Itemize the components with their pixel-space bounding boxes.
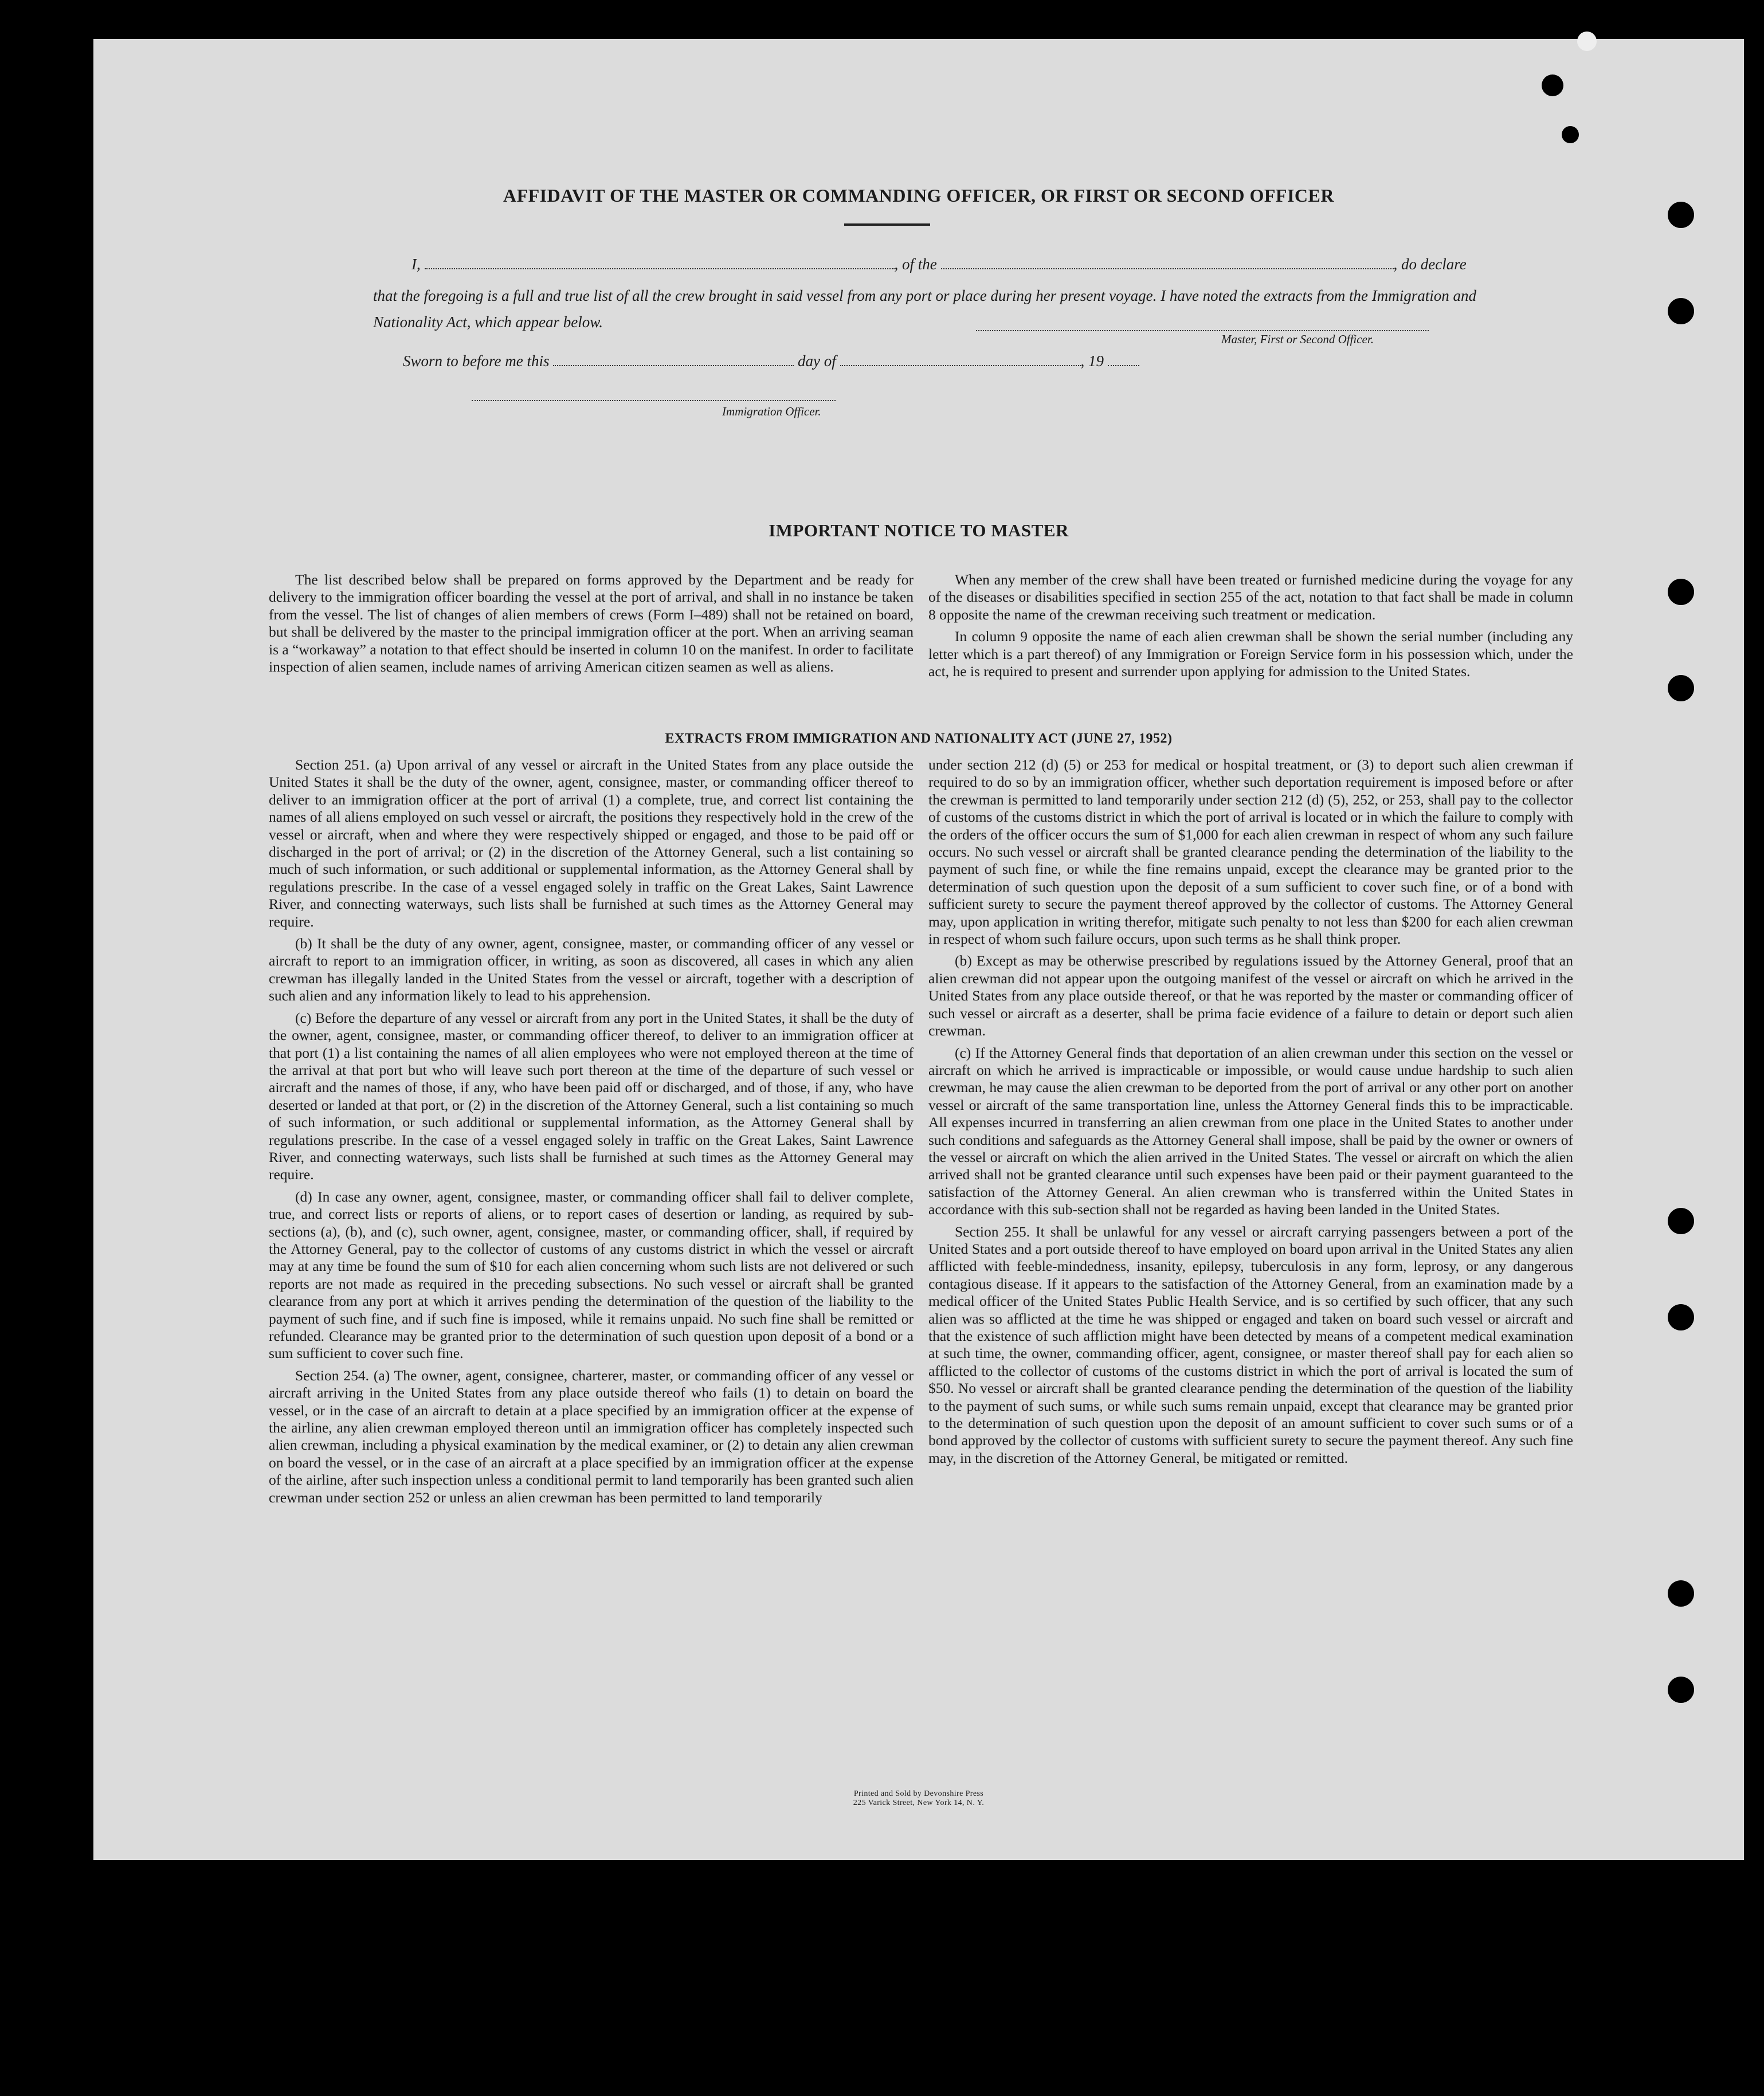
punch-hole bbox=[1668, 202, 1694, 228]
punch-hole bbox=[1668, 1304, 1694, 1330]
printer-imprint bbox=[93, 1789, 1744, 1808]
speck bbox=[1577, 32, 1597, 51]
section-251-b: (b) It shall be the duty of any owner, agent, consignee, master, or commanding officer of any vessel or aircraft to report to an immigration officer, in writing, as soon as discovered, all cases in which any alien crewman has illegally landed in the United States from the vessel or aircraft, together with a description of such alien and any information likely to lead to his apprehension. bbox=[269, 935, 914, 1004]
sworn-label: Sworn to before me this bbox=[403, 352, 550, 370]
printer-line-1: Printed and Sold by Devonshire Press bbox=[853, 1789, 984, 1798]
month-blank[interactable] bbox=[840, 354, 1081, 366]
section-251-a: Section 251. (a) Upon arrival of any vessel or aircraft in the United States from any place outside the United States it shall be the duty of the owner, agent, consignee, master, or commanding officer thereof to deliver to an immigration officer at the port of arrival (1) a complete, true, and correct list containing the names of all aliens employed on such vessel or aircraft, the positions they respectively hold in the crew of the vessel or aircraft, when and where they were respectively shipped or engaged, and those to be paid off or discharged in the port of arrival; or (2) in the discretion of the Attorney General, such a list containing so much of such information, or such additional or supplemental information, as the Attorney General shall by regulations prescribe. In the case of a vessel engaged solely in traffic on the Great Lakes, Saint Lawrence River, and connecting waterways, such lists shall be furnished at such times as the Attorney General may require. bbox=[269, 756, 914, 930]
year-label: , 19 bbox=[1080, 352, 1104, 370]
notice-title: IMPORTANT NOTICE TO MASTER bbox=[769, 520, 1069, 540]
i-label: I, bbox=[411, 256, 421, 273]
sworn-date-blank[interactable] bbox=[553, 354, 794, 366]
extracts-title: EXTRACTS FROM IMMIGRATION AND NATIONALITY ACT (JUNE 27, 1952) bbox=[665, 731, 1173, 746]
notice-right-paragraph-1: When any member of the crew shall have been treated or furnished medicine during the voyage for any of the diseases or disabilities specified in section 255 of the act, notation to that fact shall be made in column 8 opposite the name of the crewman receiving such treatment or medication. bbox=[928, 571, 1573, 623]
section-255: Section 255. It shall be unlawful for any vessel or aircraft carrying passengers between a port of the United States and a port outside thereof to have employed on board upon arrival in the United States any alien afflicted with feeble-mindedness, insanity, epilepsy, tuberculosis in any form, leprosy, or any dangerous contagious disease. If it appears to the satisfaction of the Attorney General, from an examination made by a medical officer of the United States Public Health Service, and is so certified by such officer, that any such alien was so afflicted at the time he was shipped or engaged and taken on board such vessel or aircraft and that the existence of such affliction might have been detected by means of a competent medical examination at such time, the owner, commanding officer, agent, consignee, or master thereof shall pay for each alien so afflicted to the collector of customs of the customs district in which the port of arrival is located the sum of $50. No vessel or aircraft shall be granted clearance pending the determination of the question of the liability to the payment of such sums, or while such sums remain unpaid, except that clearance may be granted prior to the determination of such question upon the deposit of an amount sufficient to cover such sums or of a bond approved by the collector of customs with sufficient surety to secure the payment thereof. Any such fine may, in the discretion of the Attorney General, be mitigated or remitted. bbox=[928, 1223, 1573, 1466]
extracts-right-column bbox=[928, 756, 1573, 1471]
notice-left-paragraph: The list described below shall be prepared on forms approved by the Department and be ready for delivery to the immigration officer boarding the vessel at the port of arrival, and shall in no instance be taken from the vessel. The list of changes of alien members of crews (Form I–489) shall not be retained on board, but shall be delivered by the master to the principal immigration officer at the port. When an arriving seaman is a “workaway” a notation to that effect should be inserted in column 10 on the manifest. In order to facilitate inspection of alien seamen, include names of arriving American citizen seamen as well as aliens. bbox=[269, 571, 914, 676]
name-blank[interactable] bbox=[425, 257, 895, 269]
affidavit-title: AFFIDAVIT OF THE MASTER OR COMMANDING OFFICER, OR FIRST OR SECOND OFFICER bbox=[503, 185, 1334, 206]
speck bbox=[1562, 126, 1579, 143]
section-251-d: (d) In case any owner, agent, consignee, master, or commanding officer shall fail to deliver complete, true, and correct lists or reports of aliens, or to report cases of desertion or landing, as required by sub-sections (a), (b), and (c), such owner, agent, consignee, master, or commanding officer, shall, if required by the Attorney General, pay to the collector of customs of any customs district in which the vessel or aircraft may at any time be found the sum of $10 for each alien concerning whom such lists are not delivered or such reports are not made as required in the preceding subsections. No such vessel or aircraft shall be granted clearance from any port at which it arrives pending the determination of the question of the liability to the payment of such fine, and if such fine is imposed, while it remains unpaid. No such fine shall be remitted or refunded. Clearance may be granted prior to the determination of such question upon deposit of a bond or a sum sufficient to cover such fine. bbox=[269, 1188, 914, 1362]
declaration-line bbox=[411, 256, 1467, 273]
title-underline bbox=[844, 223, 930, 226]
declaration-statement: that the foregoing is a full and true list of all the crew brought in said vessel from any port or place during her present voyage. I have noted the extracts from the Immigration and Nationality Act, which appear below. bbox=[373, 287, 1477, 331]
section-254-c: (c) If the Attorney General finds that deportation of an alien crewman under this section on the vessel or aircraft on which he arrived is impracticable or impossible, or would cause undue hardship to such alien crewman, he may cause the alien crewman to be deported from the port of arrival or any other port on another vessel or aircraft of the same transportation line, unless the Attorney General finds this to be impracticable. All expenses incurred in transferring an alien crewman from one place in the United States to another under such conditions and safeguards as the Attorney General shall impose, shall be paid by the owner or owners of the vessel or aircraft on which the alien arrived in the United States. The vessel or aircraft on which the alien arrived shall not be granted clearance until such expenses have been paid or their payment guaranteed to the satisfaction of the Attorney General. An alien crewman who is transferred within the United States in accordance with this sub-section shall not be regarded as having been landed in the United States. bbox=[928, 1044, 1573, 1218]
speck bbox=[1542, 74, 1563, 96]
section-254-a: Section 254. (a) The owner, agent, consignee, charterer, master, or commanding officer of any vessel or aircraft arriving in the United States from any place outside thereof who fails (1) to detain on board the vessel, or in the case of an aircraft to detain at a place specified by an immigration officer at the expense of the airline, any alien crewman employed thereon until an immigration officer has completely inspected such alien crewman, including a physical examination by the medical examiner, or (2) to detain any alien crewman on board the vessel, or in the case of an aircraft at a place specified by an immigration officer at the expense of the airline, after such inspection unless a conditional permit to land temporarily has been granted such alien crewman under section 252 or unless an alien crewman has been permitted to land temporarily bbox=[269, 1367, 914, 1506]
notice-left-column bbox=[269, 571, 914, 680]
section-254-b: (b) Except as may be otherwise prescribed by regulations issued by the Attorney General, proof that an alien crewman did not appear upon the outgoing manifest of the vessel or aircraft on which he arrived in the United States from any place outside thereof, or that he was reported by the master or commanding officer of such vessel or aircraft as a deserter, shall be prima facie evidence of a failure to detain or deport such alien crewman. bbox=[928, 952, 1573, 1039]
form-page bbox=[93, 39, 1744, 1860]
extracts-left-column bbox=[269, 756, 914, 1511]
do-declare-label: , do declare bbox=[1393, 256, 1467, 273]
punch-hole bbox=[1668, 1580, 1694, 1607]
master-caption: Master, First or Second Officer. bbox=[1221, 332, 1374, 346]
master-signature-line[interactable] bbox=[976, 330, 1429, 331]
notice-right-paragraph-2: In column 9 opposite the name of each alien crewman shall be shown the serial number (including any letter which is a part thereof) of any Immigration or Foreign Service form in his possession which, under the act, he is required to present and surrender upon applying for admission to the United States. bbox=[928, 628, 1573, 680]
immigration-signature-line[interactable] bbox=[472, 400, 836, 401]
punch-hole bbox=[1668, 1677, 1694, 1703]
of-the-label: , of the bbox=[894, 256, 937, 273]
vessel-blank[interactable] bbox=[941, 257, 1394, 269]
sworn-line bbox=[403, 352, 1139, 370]
section-251-c: (c) Before the departure of any vessel or aircraft from any port in the United States, it shall be the duty of the owner, agent, consignee, master, or commanding officer thereof, to deliver to an immigration officer at that port (1) a list containing the names of all alien employees who were not employed thereon at the time of the arrival at that port but who will leave such port thereon at the time of the departure of such vessel or aircraft and the names of those, if any, who have been paid off or discharged, and of those, if any, who have deserted or landed at that port, or (2) in the discretion of the Attorney General, such a list containing so much of such information, or such additional or supplemental information, as the Attorney General shall by regulations prescribe. In the case of a vessel engaged solely in traffic on the Great Lakes, Saint Lawrence River, and connecting waterways, such lists shall be furnished at such times as the Attorney General may require. bbox=[269, 1009, 914, 1183]
printer-line-2: 225 Varick Street, New York 14, N. Y. bbox=[853, 1799, 985, 1807]
punch-hole bbox=[1668, 298, 1694, 324]
year-blank[interactable] bbox=[1108, 354, 1139, 366]
day-of-label: day of bbox=[798, 352, 836, 370]
punch-hole bbox=[1668, 675, 1694, 701]
immigration-caption: Immigration Officer. bbox=[722, 405, 821, 418]
punch-hole bbox=[1668, 579, 1694, 605]
notice-right-column bbox=[928, 571, 1573, 685]
section-254-a-continued: under section 212 (d) (5) or 253 for medical or hospital treatment, or (3) to deport such alien crewman if required to do so by an immigration officer, whether such deportation requirement is imposed before or after the crewman is permitted to land temporarily under section 212 (d) (5), 252, or 253, shall pay to the collector of customs of the customs district in which the port of arrival is located or in which the failure to comply with the orders of the officer occurs the sum of $1,000 for each alien crewman in respect of whom any such failure occurs. No such vessel or aircraft shall be granted clearance pending the determination of the liability to the payment of such fine, or while the fine remains unpaid, except the clearance may be granted prior to the determination of such question upon the deposit of a sum sufficient to cover such fine, or of a bond with sufficient surety to secure the payment thereof approved by the collector of customs. The Attorney General may, upon application in writing therefor, mitigate such penalty to not less than $200 for each alien crewman in respect of whom such failure occurs, upon such terms as he shall think proper. bbox=[928, 756, 1573, 948]
punch-hole bbox=[1668, 1208, 1694, 1234]
